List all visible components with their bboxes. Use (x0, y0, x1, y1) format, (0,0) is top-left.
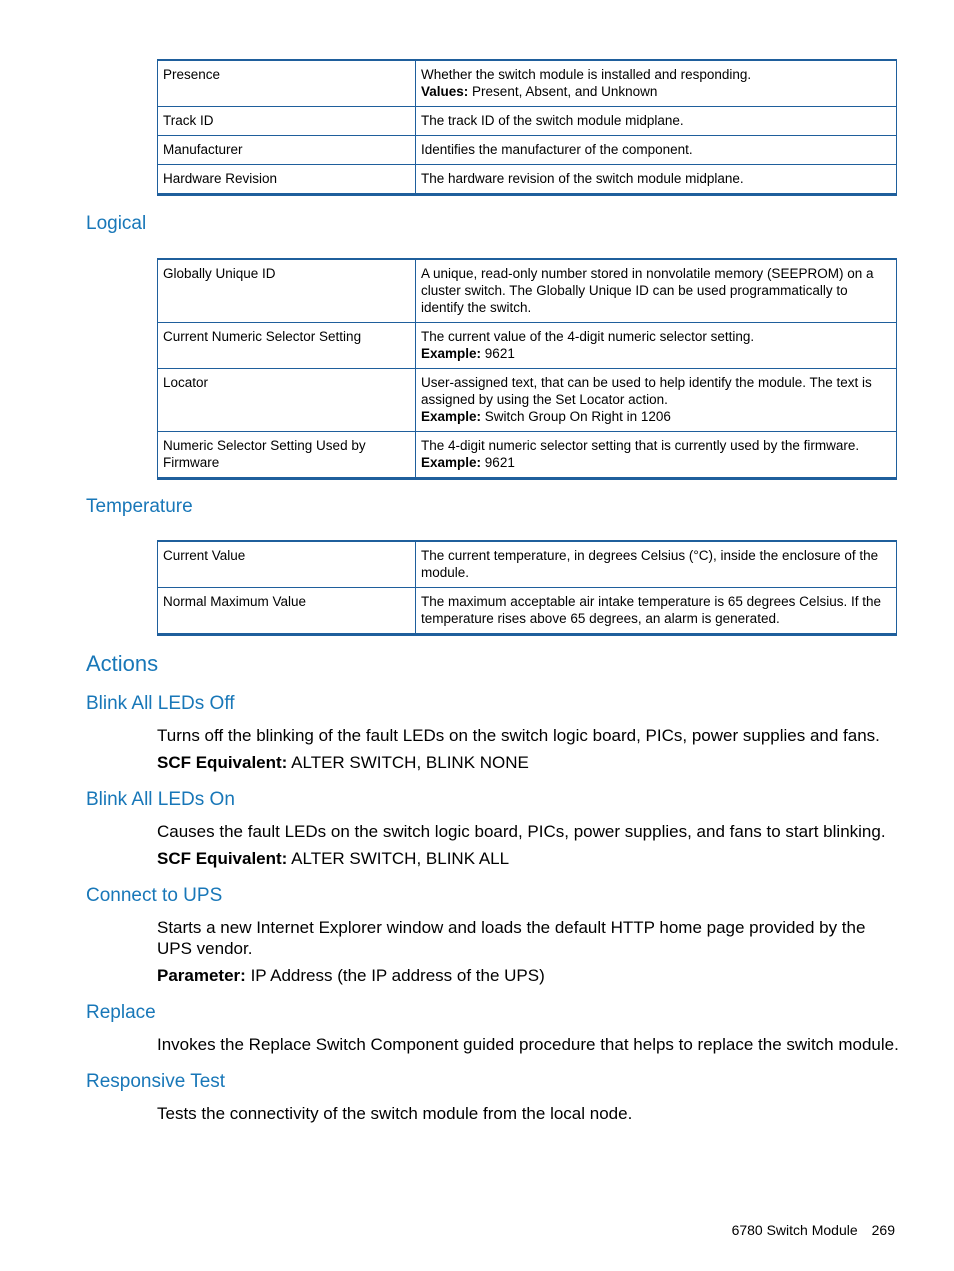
table-row (158, 259, 897, 323)
replace-heading: Replace (86, 1002, 156, 1023)
property-name: Normal Maximum Value (158, 588, 416, 635)
property-description (416, 369, 897, 432)
scf-value: ALTER SWITCH, BLINK NONE (291, 753, 529, 772)
page-number: 269 (871, 1222, 895, 1238)
responsive-test-heading: Responsive Test (86, 1071, 226, 1092)
property-name: Manufacturer (158, 136, 416, 165)
temperature-table (157, 540, 897, 636)
property-description (416, 323, 897, 369)
example-text: 9621 (484, 455, 515, 470)
table-row (158, 323, 897, 369)
property-name: Locator (158, 369, 416, 432)
property-description (416, 432, 897, 479)
property-description: The current temperature, in degrees Celsius (°C), inside the enclosure of the module. (416, 541, 897, 588)
responsive-test-text: Tests the connectivity of the switch module from the local node. (157, 1104, 633, 1123)
scf-label: SCF Equivalent: (157, 849, 288, 868)
table-row (158, 541, 897, 588)
example-text: 9621 (484, 346, 515, 361)
blink-on-heading: Blink All LEDs On (86, 789, 235, 810)
replace-text: Invokes the Replace Switch Component guided procedure that helps to replace the switch module. (157, 1035, 899, 1054)
example-label: Example: (421, 409, 482, 424)
parameter-value: IP Address (the IP address of the UPS) (250, 966, 545, 985)
table-row (158, 60, 897, 107)
connect-ups-text: Starts a new Internet Explorer window and loads the default HTTP home page provided by the UPS vendor. (157, 918, 866, 958)
example-label: Example: (421, 455, 482, 470)
table-row (158, 588, 897, 635)
property-description: The track ID of the switch module midplane. (416, 107, 897, 136)
property-name: Presence (158, 60, 416, 107)
description-text: Whether the switch module is installed and responding. (421, 67, 752, 82)
connect-ups-parameter (157, 965, 902, 986)
blink-on-scf (157, 848, 902, 869)
blink-off-text: Turns off the blinking of the fault LEDs on the switch logic board, PICs, power supplies and fans. (157, 726, 880, 745)
table-row (158, 165, 897, 195)
logical-heading: Logical (86, 213, 147, 234)
property-name: Hardware Revision (158, 165, 416, 195)
description-text: The current value of the 4-digit numeric selector setting. (421, 329, 755, 344)
description-text: User-assigned text, that can be used to help identify the module. The text is assigned by using the Set Locator action. (421, 375, 872, 407)
description-text: The 4-digit numeric selector setting that is currently used by the firmware. (421, 438, 860, 453)
property-description: Identifies the manufacturer of the component. (416, 136, 897, 165)
values-text: Present, Absent, and Unknown (472, 84, 658, 99)
property-name: Numeric Selector Setting Used by Firmware (158, 432, 416, 479)
property-name: Globally Unique ID (158, 259, 416, 323)
property-description: The hardware revision of the switch module midplane. (416, 165, 897, 195)
property-description: A unique, read-only number stored in nonvolatile memory (SEEPROM) on a cluster switch. The Globally Unique ID can be used programmatically to identify the switch. (416, 259, 897, 323)
property-description: The maximum acceptable air intake temperature is 65 degrees Celsius. If the temperature rises above 65 degrees, an alarm is generated. (416, 588, 897, 635)
property-description (416, 60, 897, 107)
blink-off-scf (157, 752, 902, 773)
values-label: Values: (421, 84, 469, 99)
table-row (158, 432, 897, 479)
blink-on-text: Causes the fault LEDs on the switch logic board, PICs, power supplies, and fans to start blinking. (157, 822, 886, 841)
parameter-label: Parameter: (157, 966, 246, 985)
blink-off-heading: Blink All LEDs Off (86, 693, 235, 714)
table-row (158, 107, 897, 136)
logical-table (157, 258, 897, 480)
table-row (158, 136, 897, 165)
scf-value: ALTER SWITCH, BLINK ALL (291, 849, 510, 868)
scf-label: SCF Equivalent: (157, 753, 288, 772)
property-name: Current Value (158, 541, 416, 588)
temperature-heading: Temperature (86, 496, 193, 517)
property-name: Track ID (158, 107, 416, 136)
example-text: Switch Group On Right in 1206 (484, 409, 671, 424)
properties-table (157, 59, 897, 196)
example-label: Example: (421, 346, 482, 361)
footer-title: 6780 Switch Module (731, 1222, 858, 1238)
table-row (158, 369, 897, 432)
connect-ups-heading: Connect to UPS (86, 885, 223, 906)
page-footer (732, 1222, 895, 1238)
property-name: Current Numeric Selector Setting (158, 323, 416, 369)
actions-heading: Actions (86, 651, 159, 676)
